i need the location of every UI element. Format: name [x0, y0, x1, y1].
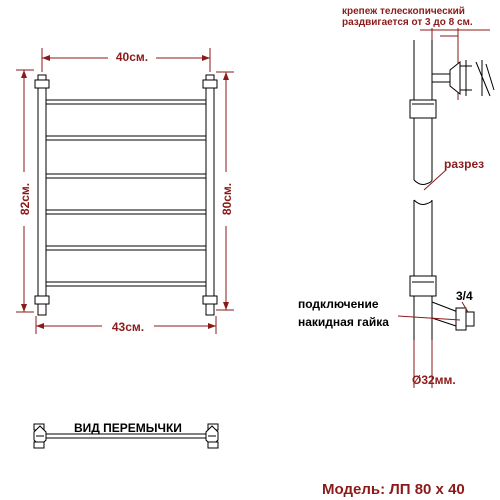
left-top-cap: [35, 80, 49, 88]
side-view: [298, 6, 494, 388]
bracket-label-line2: раздвигается от 3 до 8 см.: [342, 17, 473, 28]
upper-collar: [410, 100, 436, 118]
rung-1: [46, 100, 206, 104]
right-post: [206, 75, 214, 315]
connection-label-line2: накидная гайка: [298, 315, 389, 329]
dimension-right-height: [216, 72, 235, 310]
rung-4: [46, 210, 206, 214]
jumper-right-fitting: [206, 424, 218, 448]
jumper-view-label: ВИД ПЕРЕМЫЧКИ: [74, 421, 182, 435]
rung-6: [46, 282, 206, 286]
dimension-bottom-width: [36, 316, 216, 334]
right-height-label: 80см.: [220, 182, 234, 216]
jumper-left-fitting: [34, 424, 46, 448]
bottom-width-label: 43см.: [111, 320, 145, 334]
thread-label: 3/4: [456, 289, 473, 303]
side-post: [410, 40, 474, 388]
right-bottom-cap: [203, 296, 217, 304]
cut-label: разрез: [444, 157, 485, 171]
telescopic-bracket: [432, 60, 494, 96]
diameter-label: Ø32мм.: [412, 373, 456, 387]
left-post: [38, 75, 46, 315]
dimension-left-height: [15, 70, 34, 312]
connection-label-line1: подключение: [298, 297, 379, 311]
bracket-label-line1: крепеж телескопический: [342, 6, 465, 17]
right-top-cap: [203, 80, 217, 88]
model-label: Модель: ЛП 80 х 40: [322, 481, 465, 498]
connection-elbow: [432, 302, 474, 330]
front-view: [35, 75, 217, 315]
top-width-label: 40см.: [115, 50, 149, 64]
dimension-top-width: [42, 48, 210, 72]
rung-3: [46, 174, 206, 178]
jumper-view: [34, 421, 218, 448]
left-height-label: 82см.: [18, 182, 32, 216]
lower-collar: [410, 276, 436, 296]
left-bottom-cap: [35, 296, 49, 304]
rung-5: [46, 246, 206, 250]
rung-2: [46, 136, 206, 140]
